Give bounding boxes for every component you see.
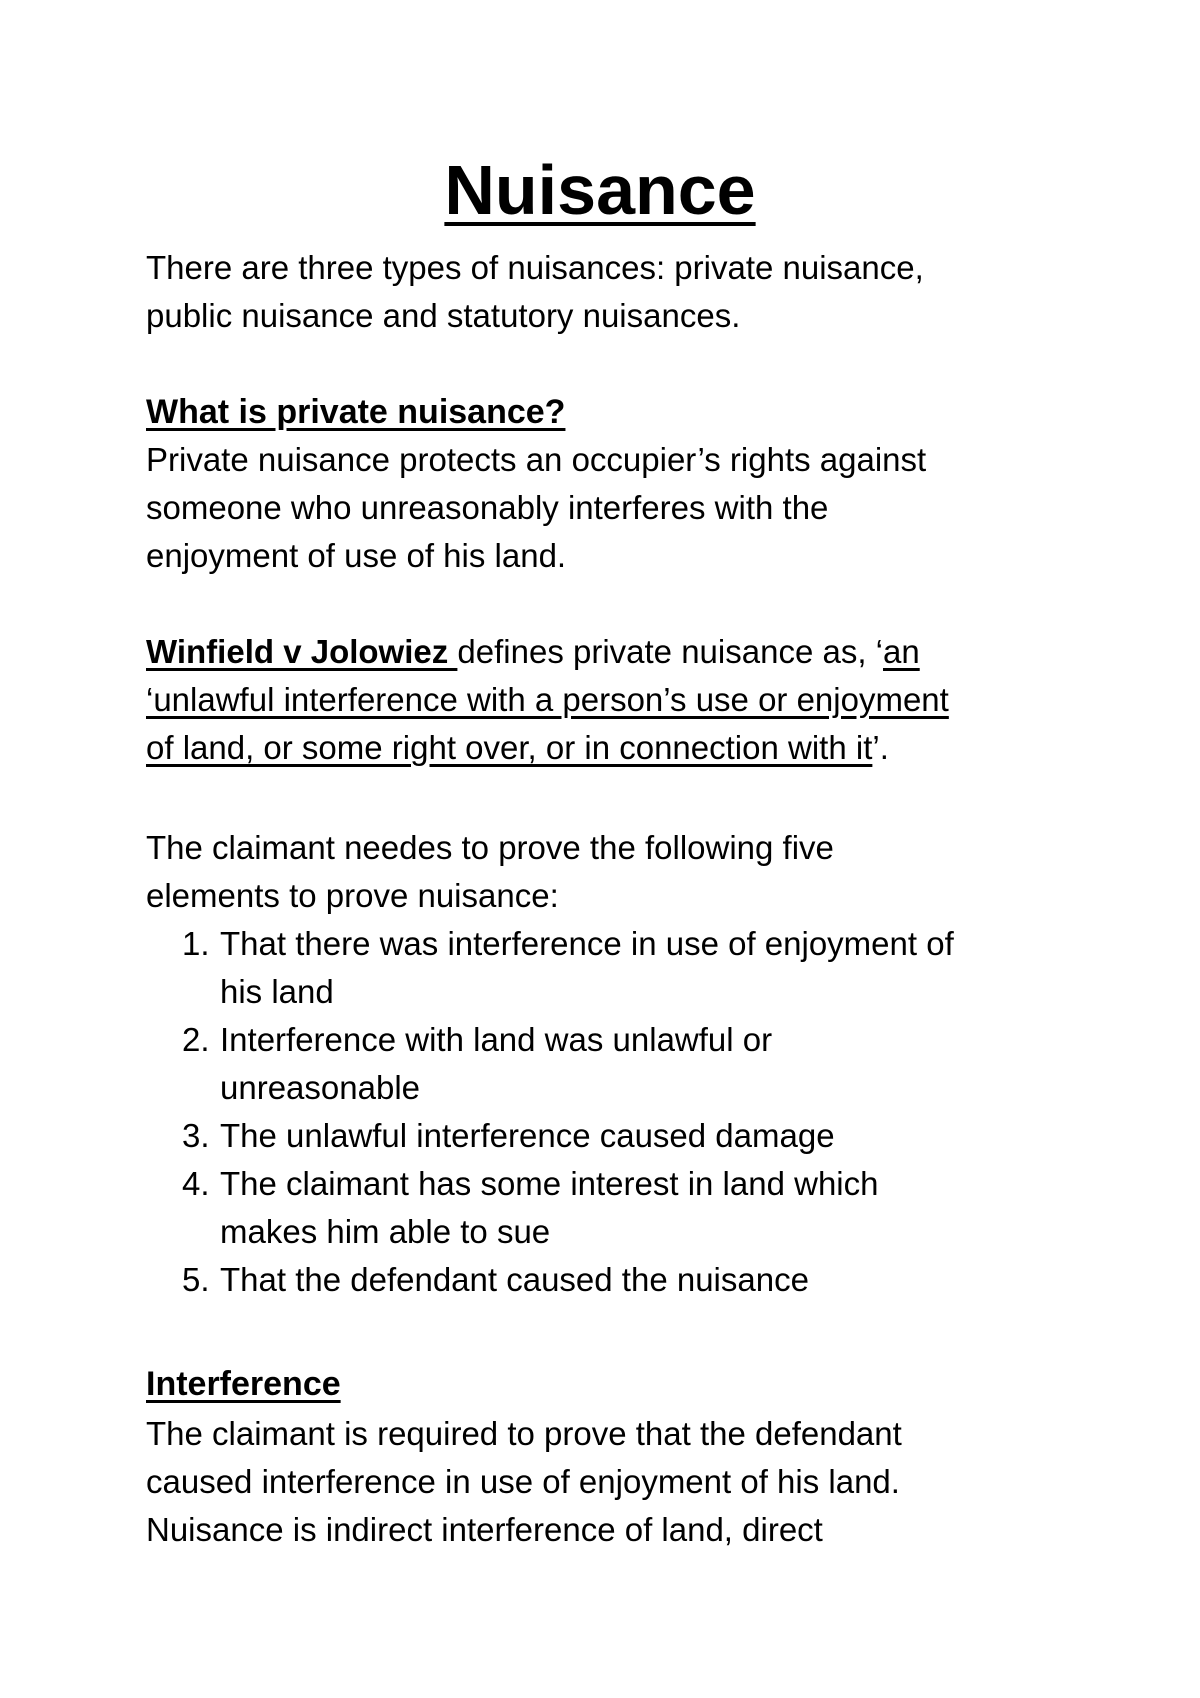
private-nuisance-paragraph [146,436,1086,580]
list-item-line-2: his land [220,973,334,1010]
elements-intro-line-1: The claimant needes to prove the following five [146,829,834,866]
list-item [146,920,1066,1016]
intro-line-2: public nuisance and statutory nuisances. [146,297,741,334]
list-item-line-2: makes him able to sue [220,1213,551,1250]
list-item-line-1: The claimant has some interest in land which [220,1165,879,1202]
case-citation: Winfield v Jolowiez [146,633,458,670]
list-item-line-1: Interference with land was unlawful or [220,1021,773,1058]
list-item-line-2: unreasonable [220,1069,420,1106]
interference-line-2: caused interference in use of enjoyment of his land. [146,1463,900,1500]
list-item-number: 2. [182,1021,210,1058]
list-item-number: 3. [182,1117,210,1154]
list-item-line-1: That there was interference in use of enjoyment of [220,925,954,962]
interference-paragraph [146,1410,1086,1554]
private-nuisance-line-3: enjoyment of use of his land. [146,537,567,574]
interference-line-3: Nuisance is indirect interference of land, direct [146,1511,823,1548]
intro-line-1: There are three types of nuisances: private nuisance, [146,249,924,286]
list-item [146,1160,1066,1256]
list-item-number: 4. [182,1165,210,1202]
intro-paragraph [146,244,1086,340]
list-item-number: 1. [182,925,210,962]
elements-intro-paragraph [146,824,1086,920]
list-item-line-1: The unlawful interference caused damage [220,1117,835,1154]
private-nuisance-line-1: Private nuisance protects an occupier’s rights against [146,441,927,478]
page-title [0,148,1200,232]
list-item [146,1256,1066,1304]
definition-quote-part-1: an [883,633,920,670]
private-nuisance-line-2: someone who unreasonably interferes with the [146,489,829,526]
definition-quote-line-3: of land, or some right over, or in connection with it [146,729,873,766]
elements-intro-line-2: elements to prove nuisance: [146,877,559,914]
section-heading-interference: Interference [146,1365,341,1403]
list-item-number: 5. [182,1261,210,1298]
page-title-text: Nuisance [444,151,756,229]
definition-quote-line-2: ‘unlawful interference with a person’s use or enjoyment [146,681,949,718]
list-item [146,1016,1066,1112]
list-item [146,1112,1066,1160]
interference-line-1: The claimant is required to prove that the defendant [146,1415,902,1452]
definition-lead-in: defines private nuisance as, ‘ [457,633,883,670]
elements-list [146,920,1066,1304]
section-heading-private-nuisance: What is private nuisance? [146,393,566,431]
definition-paragraph [146,628,1106,772]
definition-closing: ’. [872,729,889,766]
list-item-line-1: That the defendant caused the nuisance [220,1261,809,1298]
